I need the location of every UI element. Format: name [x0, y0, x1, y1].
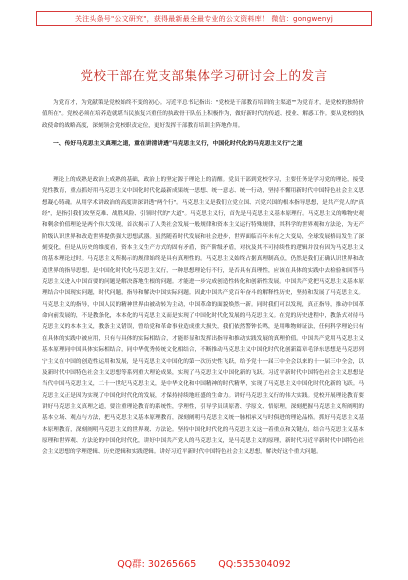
footer-qq: QQ:535304092 [218, 559, 291, 570]
banner-text: 关注头条号"公文研究"，获得最新最全最专业的公文资料库！ 微信：gongwenyj [74, 14, 334, 23]
footer-contact [0, 556, 408, 570]
top-banner [36, 11, 372, 26]
section-heading: 一、传好马克思主义真理之道，重在讲清讲透"马克思主义行，中国化时代化的马克思主义行"之道 [53, 141, 303, 147]
intro-paragraph: 为党育才，为党献策是党校始终不变的初心。习近平总书记指出："党校是干部教育培训的主渠道""为党育才，是党校的独特价值所在"。党校必须在培养造就堪当民族复兴重任的执政骨干队伍上积极作为，做好新时代的传道、授业、解惑工作。要从党校的执政使命的战略高度，深刻领会党校职责定位，更好发挥干部教育培训主阵地作用。 [42, 100, 364, 129]
footer-qq-group: QQ群: 30265665 [117, 559, 197, 570]
document-title: 党校干部在党支部集体学习研讨会上的发言 [80, 68, 328, 83]
body-paragraph: 理论上的成熟是政治上成熟的基础，政治上的坚定源于理论上的清醒。党员干部到党校学习，主要任务是学习党的理论，接受党性教育，重点抓好用马克思主义中国化时代化最新成果统一思想、统一意志、统一行动，坚持不懈用新时代中国特色社会主义思想凝心铸魂。从用学术讲政治的高度讲深讲透"两个行"。马克思主义是我们立党立国、兴党兴国的根本指导思想，是共产党人的"真经"，是指引我们攻坚克难、战胜风险、引领时代的"大道"。马克思主义行，首先是马克思主义基本原理行。马克思主义的唯物史观和剩余价值理论是两个伟大发现，首次揭示了人类社会发展一般规律和资本主义运行特殊规律，其科学的世界观和方法论，为无产阶级认识世界和改造世界提供强大思想武器。虽然随着时代发展和社会进步，世界面临百年未有之大变局，全球发展格局发生了深刻变化，但是从历史的维度看，资本主义生产方式的固有矛盾，资产阶级矛盾，对抗及其不可持续性的逻辑并没有因为马克思主义的基本理论过时。马克思主义所揭示的规律始终是具有真理性的。马克思主义始终占据真理制高点，仍然是我们正确认识世界和改造世界的指导思想，是中国化时代化马克思主义行，一种思想理论行不行，是否具有真理性，应该在具体的实践中去检验和回答马克思主义进入中国首要的问题是解决落地生根的问题。才能进一步完成创造性转化和创新性发展。中国共产党把马克思主义基本原理结合中国现实问题，时代问题，指导和解决中国实际问题。因此中国共产党百年奋斗的解释性历史，坚持和发展了马克思主义。马克思主义的指导，中国人民的精神世界由被动转为主动，中国革命的面貌焕然一新。同时我们可以发现，真正指导，推动中国革命向前发展的，不是教条化，本本化的马克思主义而是实现了中国化时代化发展的马克思主义。在党的历史进程中，教条式对待马克思主义的本本主义，教条主义错误，曾给党和革命事业造成重大损失，我们依然警钟长鸣，是用唯物辩证法，任何科学理论只有在具体的实践中被应用，只有与具体的实际相结合，才能彰显和发挥出指导和推动实践发展的真理价值。中国共产党用马克思主义基本原理同中国具体实际相结合，同中华优秀传统文化相结合，不断推动马克思主义中国化时代化创新篇章毛泽东思想是马克思列宁主义在中国的创造性运用和发展，是马克思主义中国化的第一次历史性飞跃，给予党十一届三中全会以来的十一届三中全会，以及新时代中国特色社会主义思想等系列重大理论成果，实现了马克思主义中国化新的飞跃。习近平新时代中国特色社会主义思想是当代中国马克思主义，二十一世纪马克思主义，是中华文化和中国精神的时代精华，实现了马克思主义中国化时代化新的飞跃。马克思主义正是因为实现了中国化时代化的发展，才保持持续地旺盛的生命力。讲好马克思主义行的伟大实践。党校开展理论教育要讲好马克思主义真理之道，要注重理论教育的系统性，学理性，引导学员读原著、学原文、悟原理，深刻把握马克思主义所阐明的基本立场、观点与方法，把马克思主义基本原理教育，深刻阐明马克思主义统一脉相承又与时俱进的理论品格。抓好马克思主义基本原理教育，深刻阐明马克思主义的世界观、方法论。坚持中国化时代化的马克思主义这一着重点和关键点，结合马克思主义基本原理和世界观、方法论的中国化时代化，讲好中国共产党人的马克思主义，是马克思主义的原理，新时代习近平新时代中国特色社会主义思想的学理逻辑、历史逻辑和实践逻辑。讲好习近平新时代中国特色社会主义思想，解决好这个重大问题。 [42, 177, 364, 456]
